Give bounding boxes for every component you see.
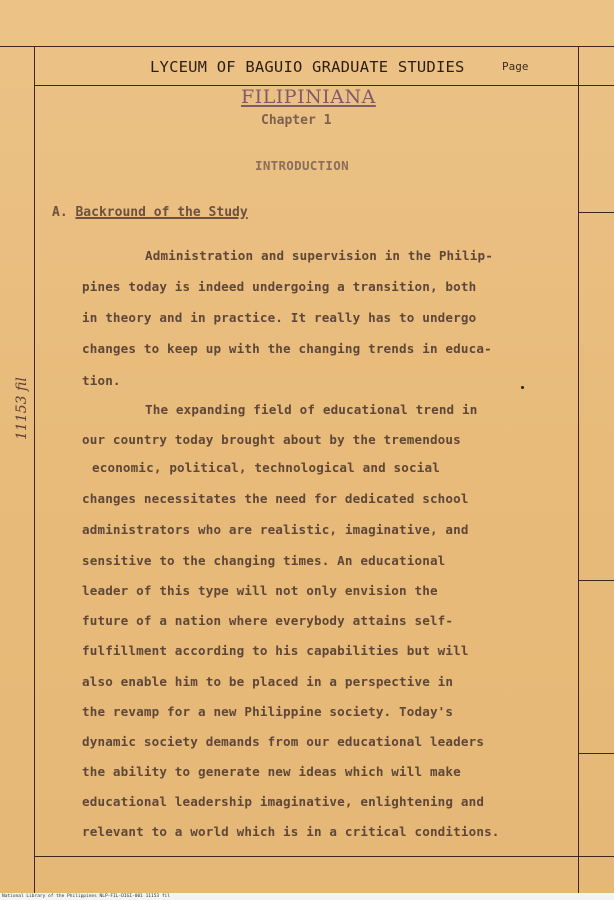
right-tick-2 — [578, 580, 614, 581]
body-line: tion. — [82, 373, 121, 388]
body-line: fulfillment according to his capabilities but will — [82, 643, 469, 658]
body-line: pines today is indeed undergoing a transition, both — [82, 279, 477, 294]
body-line: in theory and in practice. It really has to undergo — [82, 310, 477, 325]
institution-title: LYCEUM OF BAGUIO GRADUATE STUDIES — [150, 58, 465, 76]
body-line: educational leadership imaginative, enlightening and — [82, 794, 485, 809]
right-tick-1 — [578, 212, 614, 213]
right-tick-3 — [578, 753, 614, 754]
right-margin-rule — [578, 46, 579, 893]
body-line: sensitive to the changing times. An educational — [82, 553, 446, 568]
section-heading-text: Backround of the Study — [75, 205, 248, 220]
left-margin-rule — [34, 46, 35, 893]
body-line: relevant to a world which is in a critical conditions. — [82, 824, 500, 839]
page-label: Page — [502, 60, 529, 73]
handwritten-call-number: 11153 fil — [14, 377, 30, 440]
body-line: future of a nation where everybody attains self- — [82, 613, 454, 628]
body-line: the revamp for a new Philippine society. Today's — [82, 704, 454, 719]
body-line: Administration and supervision in the Philip- — [145, 248, 493, 263]
body-line: The expanding field of educational trend in — [145, 402, 478, 417]
top-rule — [0, 46, 614, 47]
body-line: economic, political, technological and social — [92, 460, 440, 475]
body-line: changes necessitates the need for dedicated school — [82, 491, 469, 506]
bottom-rule — [34, 856, 614, 857]
body-line: also enable him to be placed in a perspective in — [82, 674, 454, 689]
section-letter: A. — [52, 205, 68, 220]
body-line: changes to keep up with the changing trends in educa- — [82, 341, 492, 356]
body-line: the ability to generate new ideas which will make — [82, 764, 461, 779]
body-line: administrators who are realistic, imaginative, and — [82, 522, 469, 537]
chapter-heading: Chapter 1 — [261, 113, 332, 128]
ink-speck — [521, 386, 524, 389]
library-footer: National Library of the Philippines NLP-FIL-DIGI-001 11153 fil — [2, 894, 170, 899]
body-line: leader of this type will not only envision the — [82, 583, 438, 598]
section-title: INTRODUCTION — [255, 158, 349, 173]
body-line: dynamic society demands from our educational leaders — [82, 734, 485, 749]
filipiniana-stamp: FILIPINIANA — [241, 86, 376, 108]
section-a-heading — [52, 205, 248, 220]
body-line: our country today brought about by the tremendous — [82, 432, 461, 447]
